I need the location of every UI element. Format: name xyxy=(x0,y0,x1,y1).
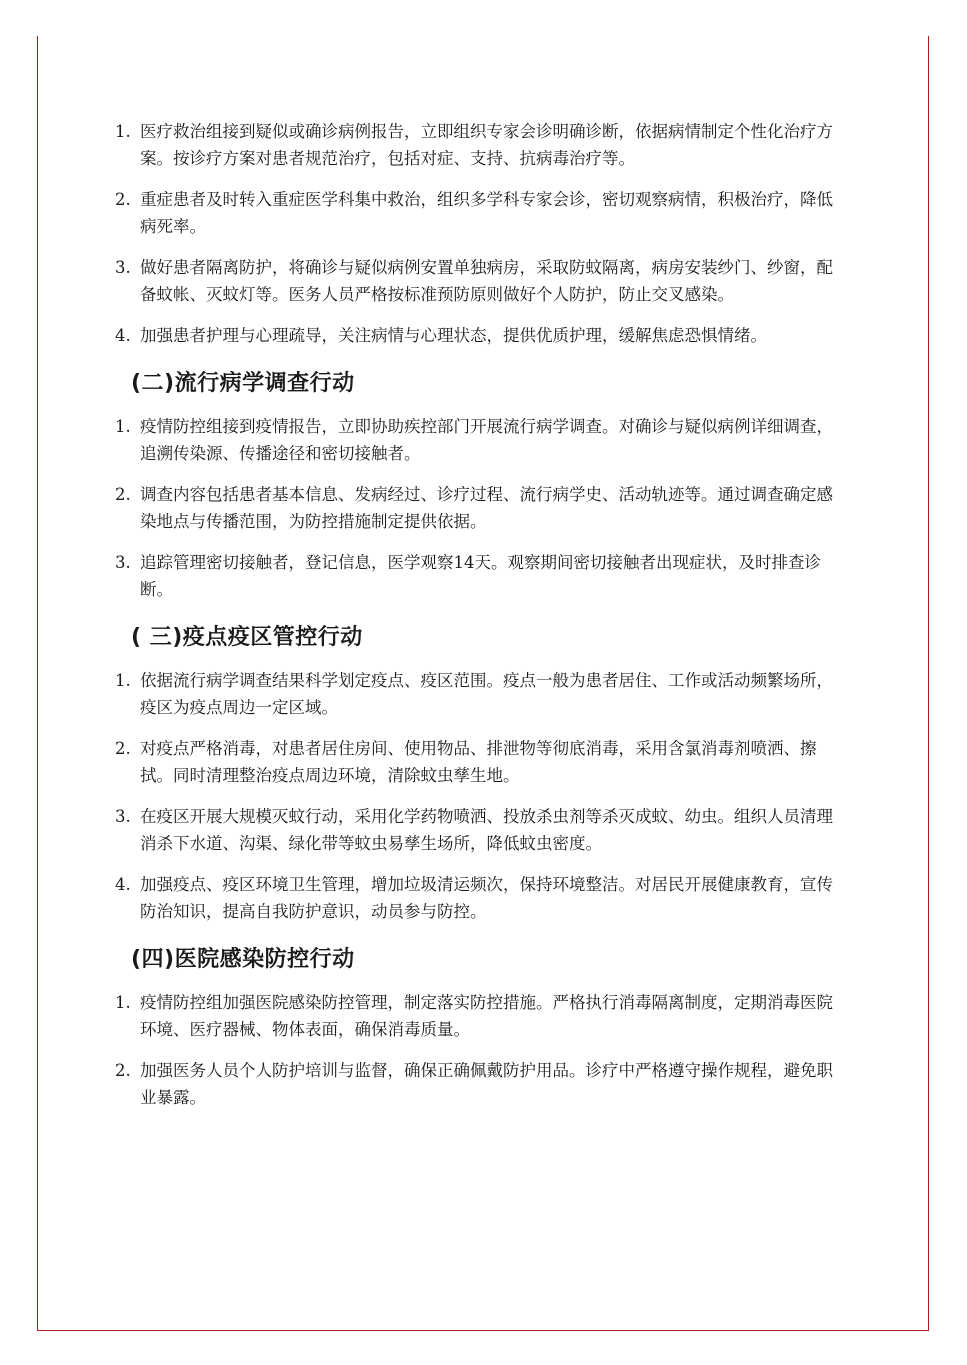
page-border-right xyxy=(928,36,929,1331)
list-item xyxy=(115,322,845,349)
item-number: 4. xyxy=(115,326,131,345)
document-body xyxy=(115,118,845,1125)
section-heading: (二)流行病学调查行动 xyxy=(131,371,355,396)
section-heading: ( 三)疫点疫区管控行动 xyxy=(131,625,363,650)
section-hospital-infection-control xyxy=(115,945,845,1111)
item-number: 2. xyxy=(115,739,131,758)
item-text: 疫情防控组加强医院感染防控管理，制定落实防控措施。严格执行消毒隔离制度，定期消毒医院环境、医疗器械、物体表面，确保消毒质量。 xyxy=(140,993,833,1039)
item-text: 依据流行病学调查结果科学划定疫点、疫区范围。疫点一般为患者居住、工作或活动频繁场所，疫区为疫点周边一定区域。 xyxy=(140,671,833,717)
item-text: 加强医务人员个人防护培训与监督，确保正确佩戴防护用品。诊疗中严格遵守操作规程，避免职业暴露。 xyxy=(140,1061,833,1107)
item-number: 1. xyxy=(115,122,131,141)
item-text: 加强疫点、疫区环境卫生管理，增加垃圾清运频次，保持环境整洁。对居民开展健康教育，宣传防治知识，提高自我防护意识，动员参与防控。 xyxy=(140,875,833,921)
item-number: 4. xyxy=(115,875,131,894)
item-number: 3. xyxy=(115,258,131,277)
list-item xyxy=(115,871,845,925)
section-epidemiological-investigation xyxy=(115,369,845,603)
section-outbreak-area-control xyxy=(115,623,845,925)
section-heading: (四)医院感染防控行动 xyxy=(131,947,355,972)
list-item xyxy=(115,254,845,308)
list-item xyxy=(115,989,845,1043)
list-item xyxy=(115,667,845,721)
list-item xyxy=(115,481,845,535)
item-number: 2. xyxy=(115,190,131,209)
item-number: 2. xyxy=(115,1061,131,1080)
item-number: 1. xyxy=(115,993,131,1012)
item-text: 做好患者隔离防护，将确诊与疑似病例安置单独病房，采取防蚊隔离，病房安装纱门、纱窗，配备蚊帐、灭蚊灯等。医务人员严格按标准预防原则做好个人防护，防止交叉感染。 xyxy=(140,258,833,304)
item-text: 疫情防控组接到疫情报告，立即协助疾控部门开展流行病学调查。对确诊与疑似病例详细调查，追溯传染源、传播途径和密切接触者。 xyxy=(140,417,833,463)
item-text: 调查内容包括患者基本信息、发病经过、诊疗过程、流行病学史、活动轨迹等。通过调查确定感染地点与传播范围，为防控措施制定提供依据。 xyxy=(140,485,833,531)
item-text: 在疫区开展大规模灭蚊行动，采用化学药物喷洒、投放杀虫剂等杀灭成蚊、幼虫。组织人员清理消杀下水道、沟渠、绿化带等蚊虫易孳生场所，降低蚊虫密度。 xyxy=(140,807,833,853)
item-number: 2. xyxy=(115,485,131,504)
item-number: 3. xyxy=(115,807,131,826)
list-item xyxy=(115,413,845,467)
item-number: 1. xyxy=(115,671,131,690)
page-border-bottom xyxy=(37,1330,929,1331)
list-item xyxy=(115,118,845,172)
item-text: 加强患者护理与心理疏导，关注病情与心理状态，提供优质护理，缓解焦虑恐惧情绪。 xyxy=(140,326,767,345)
list-item xyxy=(115,1057,845,1111)
list-item xyxy=(115,186,845,240)
item-number: 1. xyxy=(115,417,131,436)
section-medical-treatment xyxy=(115,118,845,349)
item-number: 3. xyxy=(115,553,131,572)
list-item xyxy=(115,735,845,789)
item-text: 追踪管理密切接触者，登记信息，医学观察14天。观察期间密切接触者出现症状，及时排查诊断。 xyxy=(140,553,821,599)
page-border-left xyxy=(37,36,38,1331)
item-text: 医疗救治组接到疑似或确诊病例报告，立即组织专家会诊明确诊断，依据病情制定个性化治疗方案。按诊疗方案对患者规范治疗，包括对症、支持、抗病毒治疗等。 xyxy=(140,122,833,168)
list-item xyxy=(115,803,845,857)
list-item xyxy=(115,549,845,603)
item-text: 重症患者及时转入重症医学科集中救治，组织多学科专家会诊，密切观察病情，积极治疗，降低病死率。 xyxy=(140,190,833,236)
item-text: 对疫点严格消毒，对患者居住房间、使用物品、排泄物等彻底消毒，采用含氯消毒剂喷洒、擦拭。同时清理整治疫点周边环境，清除蚊虫孳生地。 xyxy=(140,739,817,785)
